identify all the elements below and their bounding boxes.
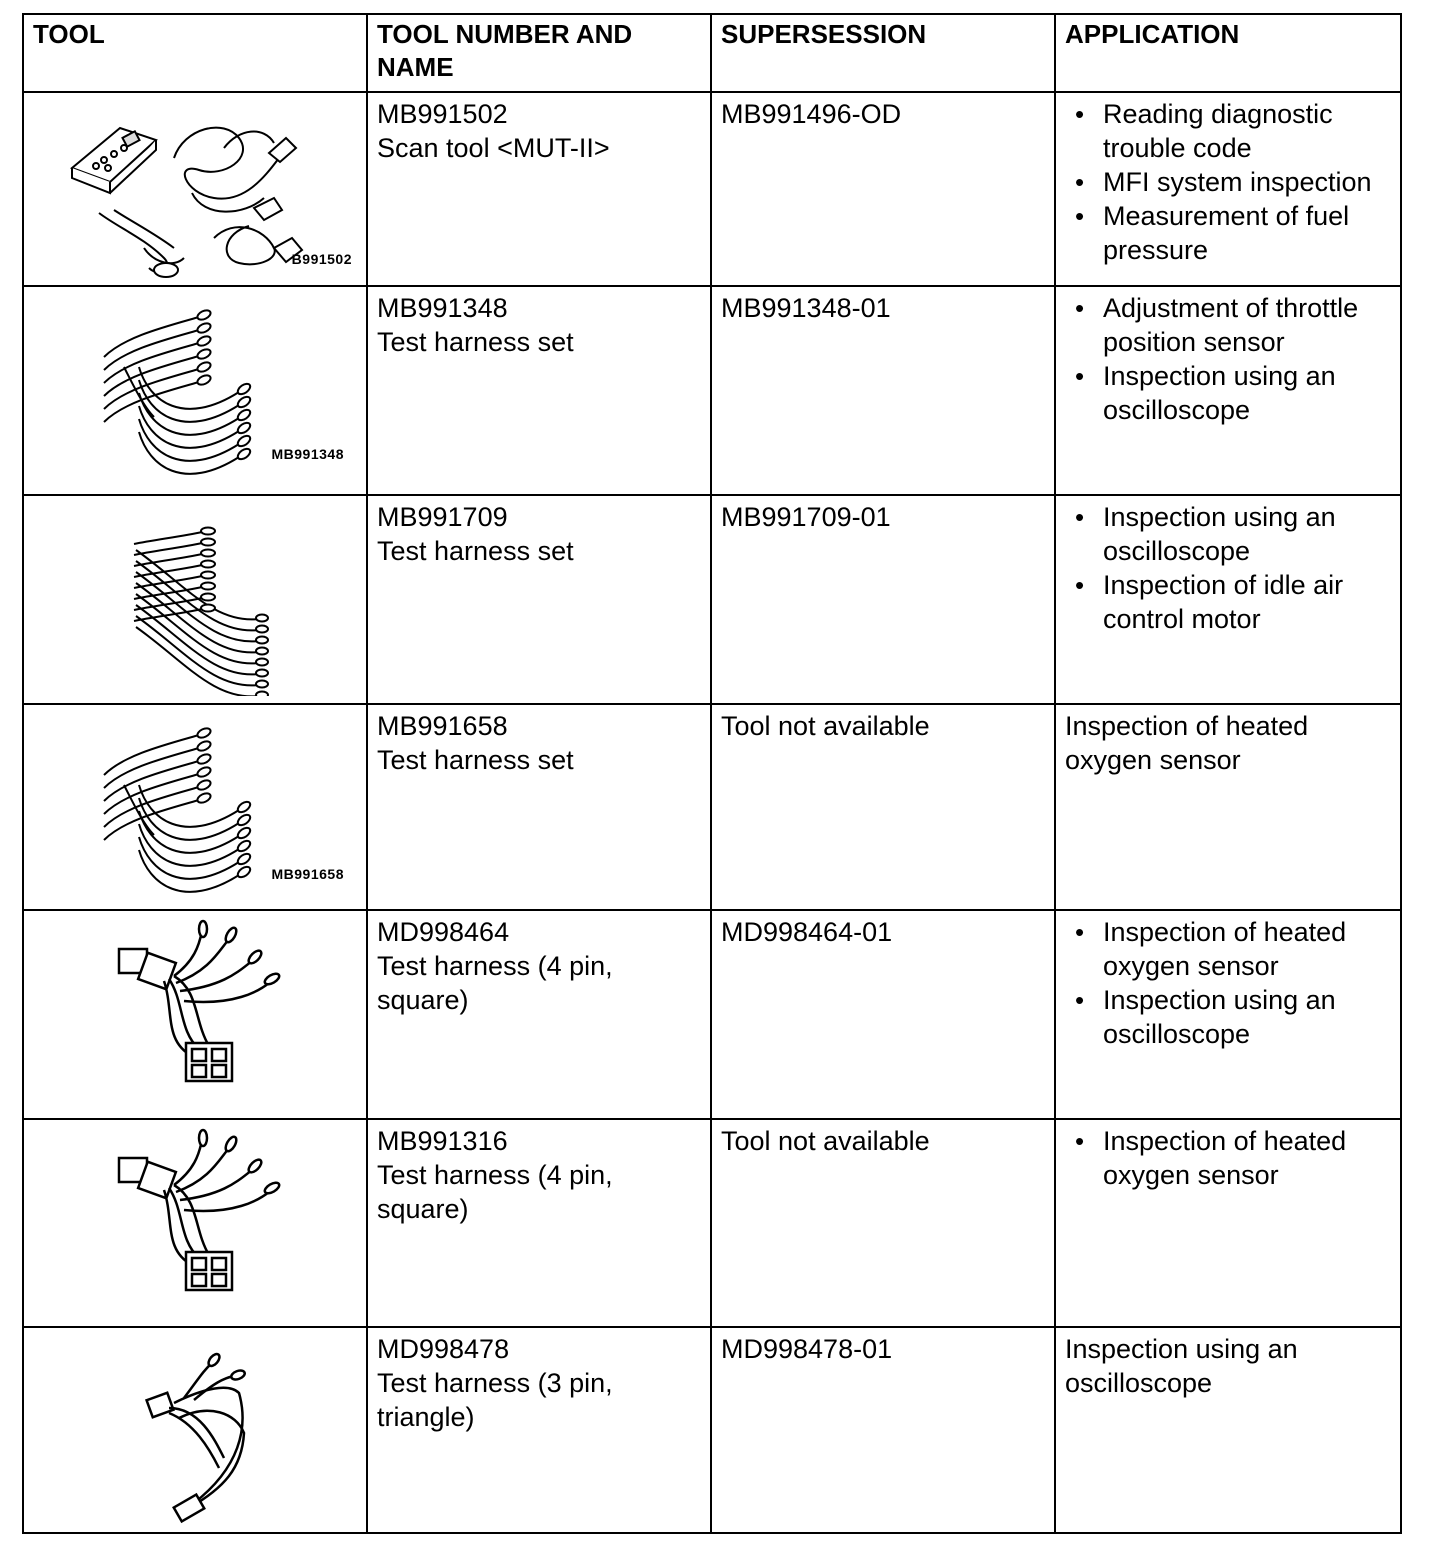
tool-number: MB991709	[377, 502, 508, 532]
application-list	[1065, 97, 1392, 267]
tool-name: Test harness (4 pin, square)	[377, 951, 613, 1015]
tool-image-cell	[23, 495, 367, 704]
table-row	[23, 704, 1401, 910]
application-item: • MFI system inspection	[1103, 165, 1392, 199]
header-application: APPLICATION	[1055, 14, 1401, 92]
tool-number: MB991502	[377, 99, 508, 129]
application-item: • Measurement of fuel pressure	[1103, 199, 1392, 267]
supersession-cell: Tool not available	[711, 704, 1055, 910]
application-item: • Inspection of heated oxygen sensor	[1103, 915, 1392, 983]
table-row	[23, 1119, 1401, 1327]
triangle-connector-harness-icon	[24, 1328, 364, 1528]
tool-number-cell	[367, 704, 711, 910]
application-cell	[1055, 910, 1401, 1119]
table-row	[23, 1327, 1401, 1533]
supersession-cell: MD998464-01	[711, 910, 1055, 1119]
special-tools-table	[22, 13, 1402, 1534]
tool-image-code-label: MB991348	[271, 446, 344, 462]
table-row	[23, 92, 1401, 286]
application-cell	[1055, 1119, 1401, 1327]
application-text: Inspection of heated oxygen sensor	[1065, 711, 1309, 775]
supersession-cell: MD998478-01	[711, 1327, 1055, 1533]
application-text: Inspection using an oscilloscope	[1065, 1334, 1298, 1398]
application-list	[1065, 500, 1392, 636]
tool-number-cell	[367, 495, 711, 704]
tool-name: Test harness set	[377, 327, 574, 357]
tool-image-cell	[23, 286, 367, 495]
square-connector-harness-icon	[24, 911, 364, 1111]
tool-number-cell	[367, 1119, 711, 1327]
tool-number-cell	[367, 1327, 711, 1533]
application-cell	[1055, 704, 1401, 910]
tool-name: Test harness (4 pin, square)	[377, 1160, 613, 1224]
table-row	[23, 910, 1401, 1119]
table-row	[23, 495, 1401, 704]
tool-name: Test harness set	[377, 745, 574, 775]
application-list	[1065, 915, 1392, 1051]
tool-name: Scan tool <MUT-II>	[377, 133, 610, 163]
tool-image-code-label: MB991658	[271, 866, 344, 882]
tool-name: Test harness (3 pin, triangle)	[377, 1368, 613, 1432]
tool-number: MB991348	[377, 293, 508, 323]
application-cell	[1055, 92, 1401, 286]
application-item: • Adjustment of throttle position sensor	[1103, 291, 1392, 359]
application-cell	[1055, 1327, 1401, 1533]
square-connector-harness-icon	[24, 1120, 364, 1320]
tool-name: Test harness set	[377, 536, 574, 566]
application-item: • Inspection using an oscilloscope	[1103, 983, 1392, 1051]
table-row	[23, 286, 1401, 495]
header-tool: TOOL	[23, 14, 367, 92]
supersession-cell: MB991348-01	[711, 286, 1055, 495]
application-item: • Inspection using an oscilloscope	[1103, 500, 1392, 568]
tool-number: MD998478	[377, 1334, 510, 1364]
supersession-cell: MB991496-OD	[711, 92, 1055, 286]
tool-image-cell	[23, 704, 367, 910]
header-tool-number-and-name: TOOL NUMBER AND NAME	[367, 14, 711, 92]
application-item: • Inspection of idle air control motor	[1103, 568, 1392, 636]
tool-image-cell	[23, 92, 367, 286]
tool-image-cell	[23, 1327, 367, 1533]
tool-image-cell	[23, 1119, 367, 1327]
tool-number-cell	[367, 910, 711, 1119]
supersession-cell: MB991709-01	[711, 495, 1055, 704]
application-item: • Reading diagnostic trouble code	[1103, 97, 1392, 165]
application-list	[1065, 1124, 1392, 1192]
tool-number: MD998464	[377, 917, 510, 947]
application-cell	[1055, 286, 1401, 495]
tool-number-cell	[367, 92, 711, 286]
table-header-row	[23, 14, 1401, 92]
application-item: • Inspection of heated oxygen sensor	[1103, 1124, 1392, 1192]
supersession-cell: Tool not available	[711, 1119, 1055, 1327]
header-supersession: SUPERSESSION	[711, 14, 1055, 92]
application-cell	[1055, 495, 1401, 704]
tool-number: MB991316	[377, 1126, 508, 1156]
tool-number-cell	[367, 286, 711, 495]
tool-number: MB991658	[377, 711, 508, 741]
tool-image-cell	[23, 910, 367, 1119]
test-harness-set-icon	[24, 496, 364, 696]
application-item: • Inspection using an oscilloscope	[1103, 359, 1392, 427]
tool-image-code-label: B991502	[291, 251, 352, 267]
application-list	[1065, 291, 1392, 427]
